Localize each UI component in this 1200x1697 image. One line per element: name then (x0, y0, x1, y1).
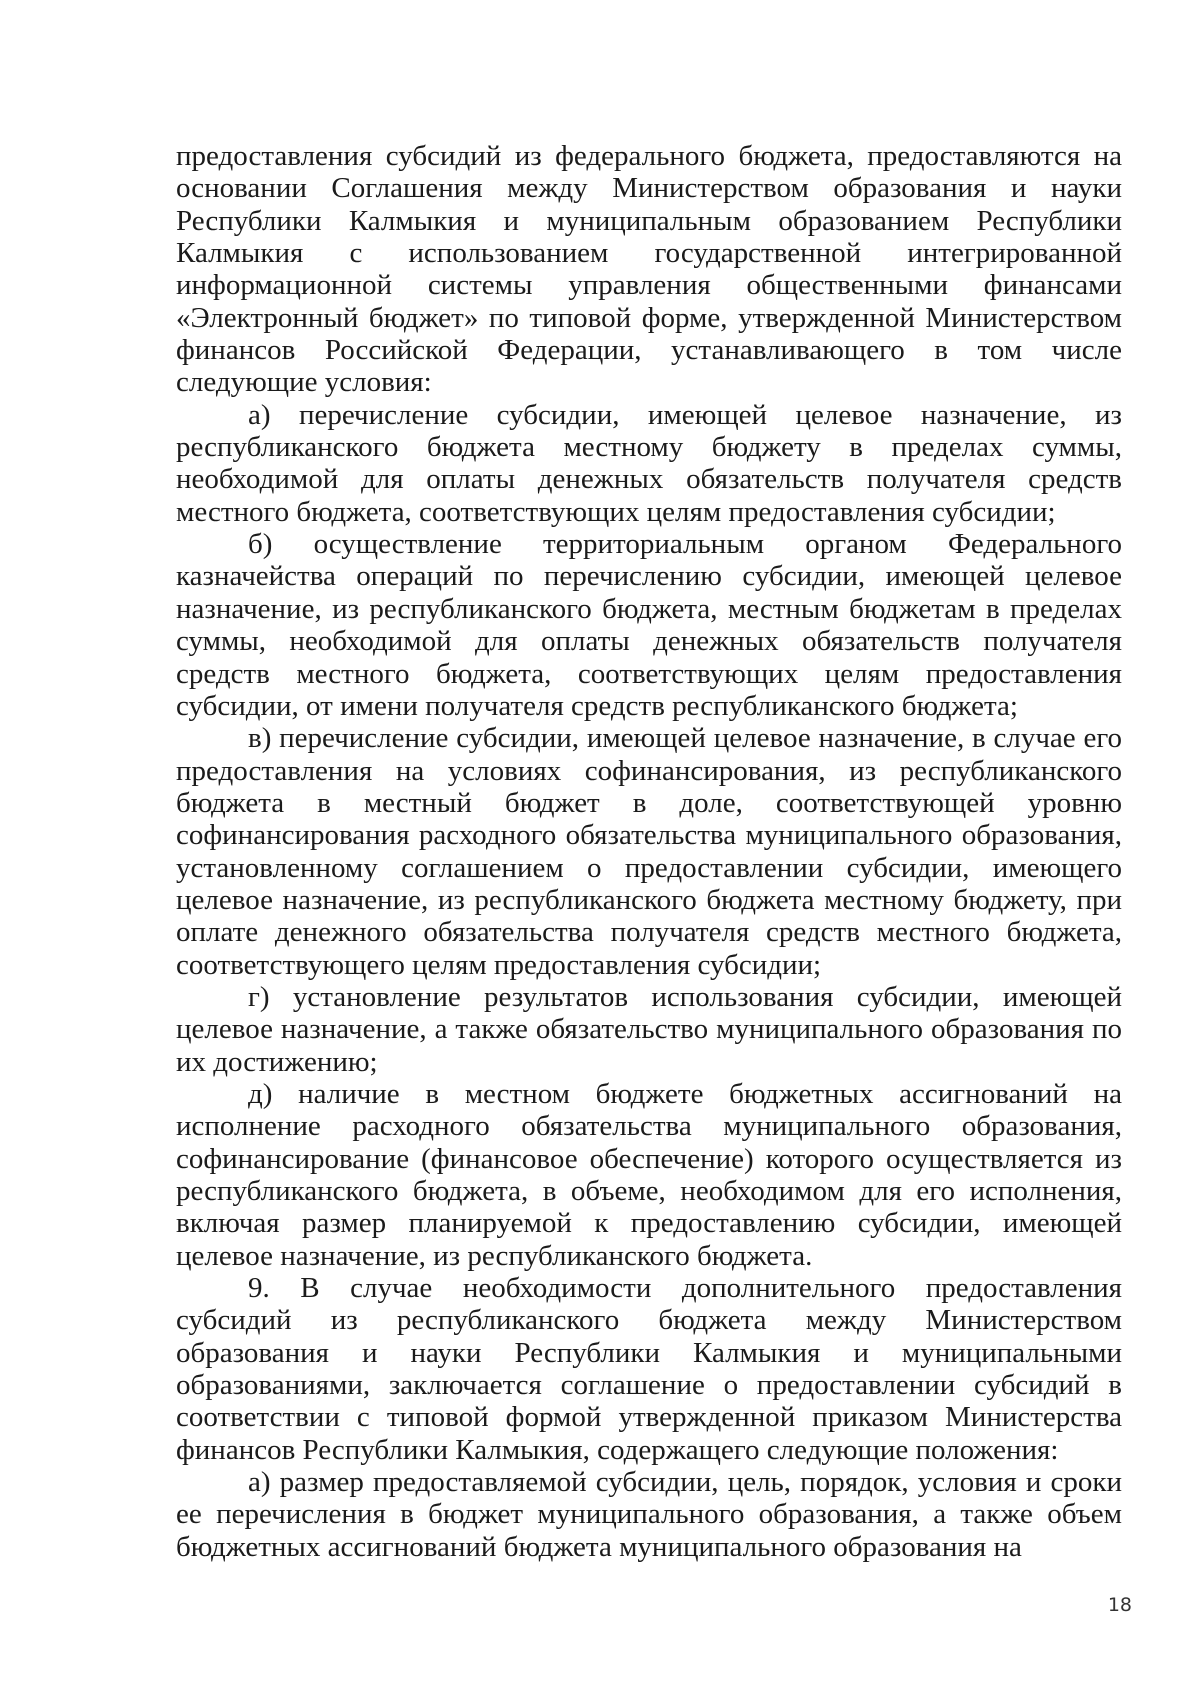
paragraph-section-9: 9. В случае необходимости дополнительного предоставления субсидий из республиканского бюджета между Министерством образования и науки Республики Калмыкия и муниципальными образованиями, заключается соглашение о предоставлении субсидий в соответствии с типовой формой утвержденной приказом Министерства финансов Республики Калмыкия, содержащего следующие положения: (176, 1272, 1122, 1466)
paragraph-continuation: предоставления субсидий из федерального бюджета, предоставляются на основании Соглашения между Министерством образования и науки Республики Калмыкия и муниципальным образованием Республики Калмыкия с использованием государственной интегрированной информационной системы управления общественными финансами «Электронный бюджет» по типовой форме, утвержденной Министерством финансов Российской Федерации, устанавливающего в том числе следующие условия: (176, 140, 1122, 399)
paragraph-item-g: г) установление результатов использования субсидии, имеющей целевое назначение, а также обязательство муниципального образования по их достижению; (176, 980, 1122, 1078)
paragraph-item-v: в) перечисление субсидии, имеющей целевое назначение, в случае его предоставления на условиях софинансирования, из республиканского бюджета в местный бюджет в доле, соответствующей уровню софинансирования расходного обязательства муниципального образования, установленному соглашением о предоставлении субсидии, имеющего целевое назначение, из республиканского бюджета местному бюджету, при оплате денежного обязательства получателя средств местного бюджета, соответствующего целям предоставления субсидии; (176, 722, 1122, 981)
paragraph-section-9-item-a: а) размер предоставляемой субсидии, цель, порядок, условия и сроки ее перечисления в бюджет муниципального образования, а также объем бюджетных ассигнований бюджета муниципального образования на (176, 1466, 1122, 1563)
paragraph-item-a: а) перечисление субсидии, имеющей целевое назначение, из республиканского бюджета местному бюджету в пределах суммы, необходимой для оплаты денежных обязательств получателя средств местного бюджета, соответствующих целям предоставления субсидии; (176, 398, 1122, 528)
page-number: 18 (1107, 1594, 1132, 1616)
paragraph-item-d: д) наличие в местном бюджете бюджетных ассигнований на исполнение расходного обязательства муниципального образования, софинансирование (финансовое обеспечение) которого осуществляется из республиканского бюджета, в объеме, необходимом для его исполнения, включая размер планируемой к предоставлению субсидии, имеющей целевое назначение, из республиканского бюджета. (176, 1077, 1122, 1272)
document-body (176, 140, 1122, 1563)
paragraph-item-b: б) осуществление территориальным органом Федерального казначейства операций по перечислению субсидии, имеющей целевое назначение, из республиканского бюджета, местным бюджетам в пределах суммы, необходимой для оплаты денежных обязательств получателя средств местного бюджета, соответствующих целям предоставления субсидии, от имени получателя средств республиканского бюджета; (176, 528, 1122, 722)
